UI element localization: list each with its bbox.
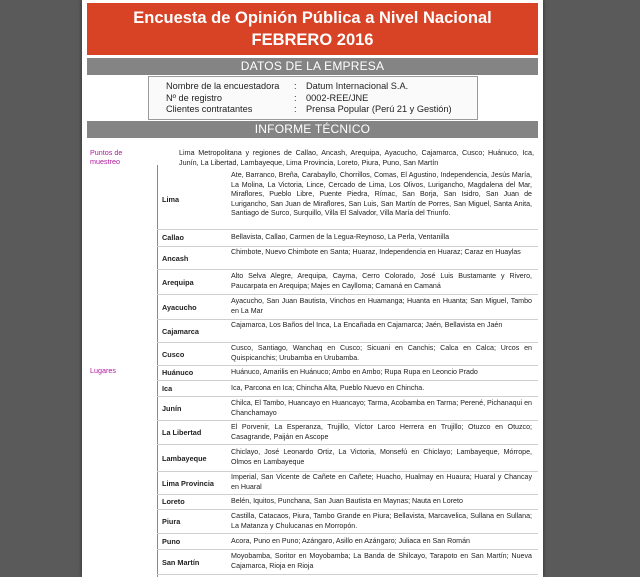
region-name: Cusco	[162, 350, 185, 359]
region-name: Puno	[162, 537, 181, 546]
table-row	[157, 510, 538, 534]
table-row	[157, 397, 538, 421]
region-name: San Martín	[162, 558, 200, 567]
table-row	[157, 381, 538, 397]
region-places: Alto Selva Alegre, Arequipa, Cayma, Cerro Colorado, José Luis Bustamante y Rivero, Paucarpata en Arequipa; Majes en Caylloma; Camaná en Camaná	[231, 272, 532, 290]
info-row-clientes	[166, 104, 452, 115]
region-name: Ancash	[162, 254, 189, 263]
section-header-informe: INFORME TÉCNICO	[87, 121, 538, 138]
table-row	[157, 534, 538, 550]
region-places: Cusco, Santiago, Wanchaq en Cusco; Sicuani en Canchis; Calca en Calca; Urcos en Quispicanchis; Urubamba en Urubamba.	[231, 344, 532, 362]
title-line-1: Encuesta de Opinión Pública a Nivel Nacional	[133, 9, 492, 27]
table-row	[157, 421, 538, 445]
table-row	[157, 343, 538, 366]
table-row	[157, 247, 538, 270]
region-places: Cajamarca, Los Baños del Inca, La Encañada en Cajamarca; Jaén, Bellavista en Jaén	[231, 321, 503, 329]
region-places: Huánuco, Amarilis en Huánuco; Ambo en Ambo; Rupa Rupa en Leoncio Prado	[231, 368, 478, 376]
table-row	[157, 366, 538, 381]
region-name: Lambayeque	[162, 454, 207, 463]
table-row	[157, 550, 538, 575]
puntos-muestreo-text: Lima Metropolitana y regiones de Callao, Ancash, Arequipa, Ayacucho, Cajamarca, Cusco; Huánuco, Ica, Junín, La Libertad, Lambayeque, Lima Provincia, Loreto, Piura, Puno, San Martín	[179, 148, 534, 167]
info-label: Nombre de la encuestadora	[166, 81, 280, 91]
table-row	[157, 270, 538, 295]
region-name: La Libertad	[162, 428, 202, 437]
region-name: Cajamarca	[162, 327, 199, 336]
region-name: Huánuco	[162, 368, 194, 377]
region-places: Chilca, El Tambo, Huancayo en Huancayo; Tarma, Acobamba en Tarma; Perené, Pichanaqui en Chanchamayo	[231, 399, 532, 417]
info-value: Prensa Popular (Perú 21 y Gestión)	[306, 104, 452, 114]
region-places: Imperial, San Vicente de Cañete en Cañete; Huacho, Hualmay en Huaura; Huaral y Chancay en Huaral	[231, 473, 532, 491]
region-places: Chimbote, Nuevo Chimbote en Santa; Huaraz, Independencia en Huaraz; Caraz en Huaylas	[231, 248, 521, 256]
region-places: Moyobamba, Soritor en Moyobamba; La Banda de Shilcayo, Tarapoto en San Martín; Nueva Cajamarca, Rioja en Rioja	[231, 552, 532, 570]
region-name: Lima Provincia	[162, 479, 214, 488]
region-places: Chiclayo, José Leonardo Ortiz, La Victoria, Monsefú en Chiclayo; Lambayeque, Mórrope, Olmos en Lambayeque	[231, 448, 532, 466]
region-places: Ica, Parcona en Ica; Chincha Alta, Pueblo Nuevo en Chincha.	[231, 384, 425, 392]
region-name: Ica	[162, 384, 173, 393]
region-name: Loreto	[162, 497, 185, 506]
region-name: Junín	[162, 404, 182, 413]
region-name: Arequipa	[162, 278, 194, 287]
table-row	[157, 230, 538, 247]
title-line-2: FEBRERO 2016	[251, 31, 374, 49]
title-banner	[87, 3, 538, 55]
region-places: Belén, Iquitos, Punchana, San Juan Bautista en Maynas; Nauta en Loreto	[231, 497, 463, 505]
info-separator: :	[294, 104, 297, 114]
info-separator: :	[294, 81, 297, 91]
info-row-registro	[166, 93, 368, 104]
info-value: Datum Internacional S.A.	[306, 81, 409, 91]
section-header-empresa: DATOS DE LA EMPRESA	[87, 58, 538, 75]
info-row-encuestadora	[166, 81, 408, 92]
table-row	[157, 168, 538, 230]
region-places: Castilla, Catacaos, Piura, Tambo Grande en Piura; Bellavista, Marcavelica, Sullana en Sullana; La Matanza y Chulucanas en Morropón.	[231, 512, 532, 530]
puntos-muestreo-label: Puntos de muestreo	[90, 148, 123, 166]
table-row	[157, 320, 538, 343]
region-places: Bellavista, Callao, Carmen de la Legua-Reynoso, La Perla, Ventanilla	[231, 233, 450, 241]
document-page	[82, 0, 543, 577]
table-row	[157, 472, 538, 495]
region-name: Lima	[162, 195, 180, 204]
table-row	[157, 495, 538, 510]
region-name: Piura	[162, 517, 181, 526]
region-places: Ate, Barranco, Breña, Carabayllo, Chorrillos, Comas, El Agustino, Independencia, Jesús María, La Molina, La Victoria, Lince, Cercado de Lima, Los Olivos, Lurigancho, Magdalena del Mar, Miraflores, Pueblo Libre, Puente Piedra, Rímac, San Borja, San Isidro, San Juan de Lurigancho, San Juan de Miraflores, San Luis, San Martín de Porres, San Miguel, Santa Anita, Santiago de Surco, Surquillo, Villa El Salvador, Villa María del Triunfo.	[231, 171, 532, 217]
region-name: Callao	[162, 233, 184, 242]
region-name: Ayacucho	[162, 303, 197, 312]
info-label: Clientes contratantes	[166, 104, 253, 114]
info-label: Nº de registro	[166, 92, 222, 103]
region-places: El Porvenir, La Esperanza, Trujillo, Víctor Larco Herrera en Trujillo; Otuzco en Otuzco; Casagrande, Paiján en Ascope	[231, 423, 532, 441]
table-row	[157, 445, 538, 472]
info-separator: :	[294, 92, 297, 103]
region-places: Ayacucho, San Juan Bautista, Vinchos en Huamanga; Huanta en Huanta; San Miguel, Tambo en La Mar	[231, 297, 532, 315]
info-value: 0002-REE/JNE	[306, 92, 369, 103]
lugares-label: Lugares	[90, 366, 116, 375]
company-info-box	[148, 76, 478, 120]
region-places: Acora, Puno en Puno; Azángaro, Asillo en Azángaro; Juliaca en San Román	[231, 537, 470, 545]
table-row	[157, 295, 538, 320]
